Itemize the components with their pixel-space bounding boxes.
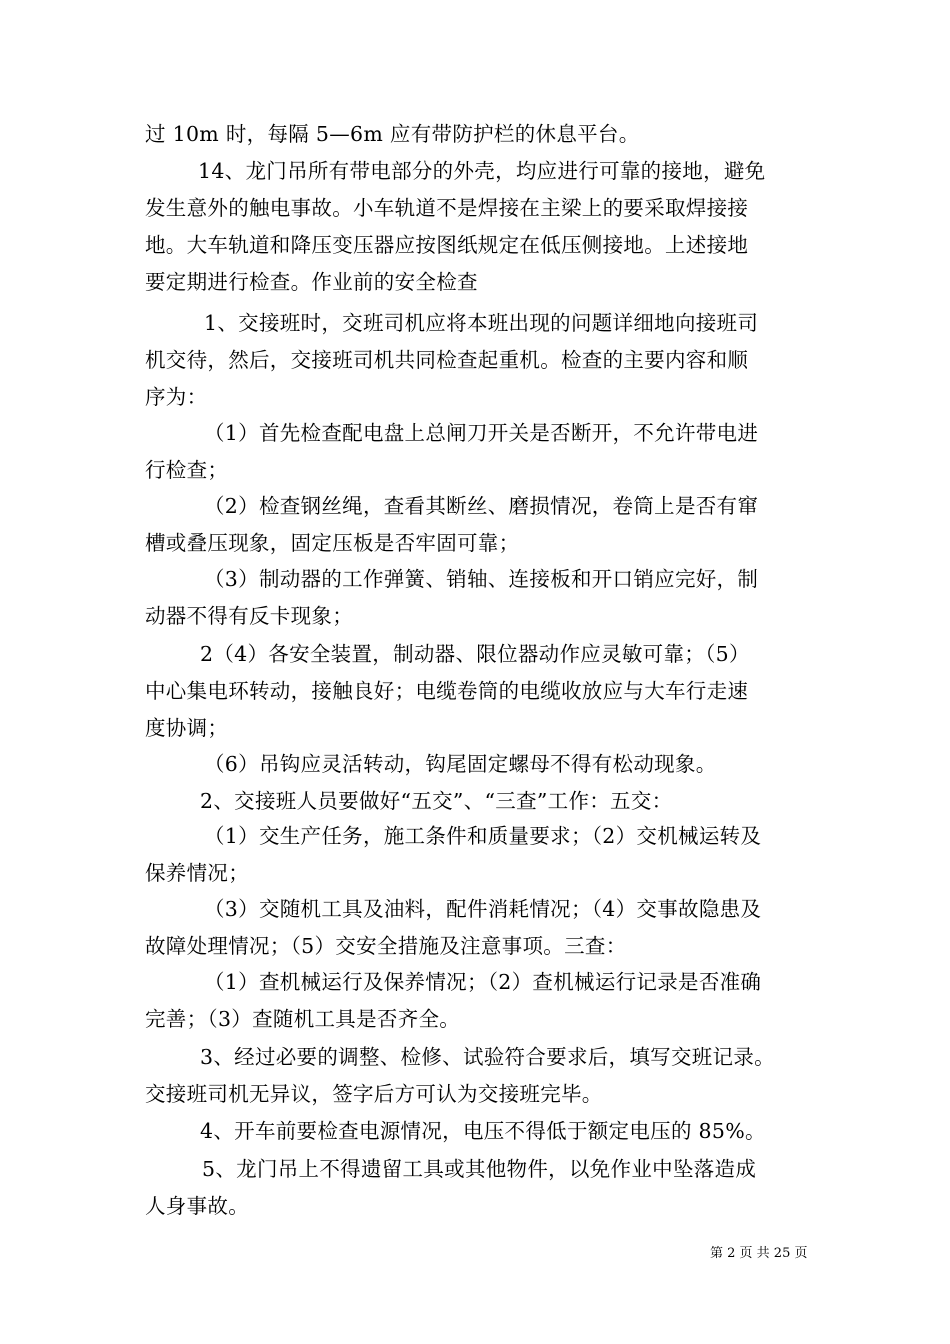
page-number-footer: 第 2 页 共 25 页: [710, 1246, 808, 1261]
text-line: 发生意外的触电事故。小车轨道不是焊接在主梁上的要采取焊接接: [145, 196, 749, 220]
text-line: 交接班司机无异议，签字后方可认为交接班完毕。: [145, 1082, 603, 1106]
text-line: 过 10m 时，每隔 5—6m 应有带防护栏的休息平台。: [145, 122, 640, 146]
text-line: 2、交接班人员要做好“五交”、“三查”工作：五交：: [200, 789, 673, 813]
text-line: 度协调；: [145, 716, 229, 740]
text-line: （3）交随机工具及油料，配件消耗情况；（4）交事故隐患及: [204, 897, 762, 921]
text-line: （6）吊钩应灵活转动，钩尾固定螺母不得有松动现象。: [204, 752, 717, 776]
text-line: 完善；（3）查随机工具是否齐全。: [145, 1007, 461, 1031]
text-line: 中心集电环转动，接触良好；电缆卷筒的电缆收放应与大车行走速: [145, 679, 749, 703]
text-line: 1、交接班时，交班司机应将本班出现的问题详细地向接班司: [204, 311, 759, 335]
text-line: 地。大车轨道和降压变压器应按图纸规定在低压侧接地。上述接地: [145, 233, 749, 257]
text-line: 14、龙门吊所有带电部分的外壳，均应进行可靠的接地，避免: [198, 159, 766, 183]
text-line: （3）制动器的工作弹簧、销轴、连接板和开口销应完好，制: [204, 567, 759, 591]
text-line: 2（4）各安全装置，制动器、限位器动作应灵敏可靠；（5）: [200, 642, 750, 666]
text-line: 序为：: [145, 385, 208, 409]
text-line: 槽或叠压现象，固定压板是否牢固可靠；: [145, 531, 520, 555]
text-line: 4、开车前要检查电源情况，电压不得低于额定电压的 85%。: [200, 1119, 766, 1143]
text-line: 故障处理情况；（5）交安全措施及注意事项。三查：: [145, 934, 627, 958]
text-line: 动器不得有反卡现象；: [145, 604, 353, 628]
text-line: 5、龙门吊上不得遗留工具或其他物件，以免作业中坠落造成: [202, 1157, 757, 1181]
text-line: 行检查；: [145, 458, 229, 482]
text-line: 机交待，然后，交接班司机共同检查起重机。检查的主要内容和顺: [145, 348, 749, 372]
text-line: 保养情况；: [145, 861, 249, 885]
text-line: （1）查机械运行及保养情况；（2）查机械运行记录是否准确: [204, 970, 762, 994]
text-line: 人身事故。: [145, 1194, 249, 1218]
text-line: 要定期进行检查。作业前的安全检查: [145, 270, 478, 294]
text-line: （1）交生产任务，施工条件和质量要求；（2）交机械运转及: [204, 824, 762, 848]
text-line: （2）检查钢丝绳，查看其断丝、磨损情况，卷筒上是否有窜: [204, 494, 759, 518]
text-line: 3、经过必要的调整、检修、试验符合要求后，填写交班记录。: [200, 1045, 775, 1069]
text-line: （1）首先检查配电盘上总闸刀开关是否断开，不允许带电进: [204, 421, 759, 445]
